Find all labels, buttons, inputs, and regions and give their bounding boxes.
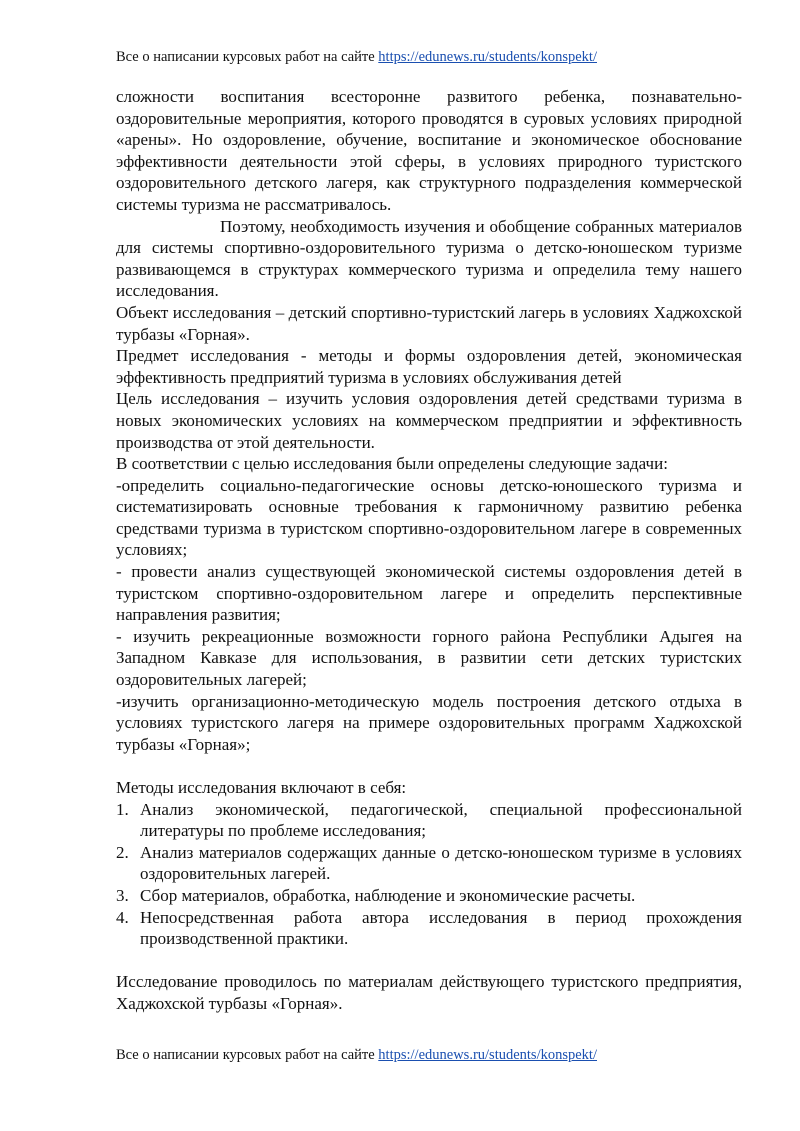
methods-list: [116, 799, 742, 950]
methods-item-number: 4.: [116, 907, 129, 927]
final-paragraph: Исследование проводилось по материалам действующего туристского предприятия, Хаджохской турбазы «Горная».: [116, 972, 742, 1013]
research-goal: Цель исследования – изучить условия оздоровления детей средствами туризма в новых экономических условиях на коммерческом предприятии и эффективность производства от этой деятельности.: [116, 389, 742, 452]
header-link[interactable]: https://edunews.ru/students/konspekt/: [378, 49, 597, 65]
research-object: Объект исследования – детский спортивно-туристский лагерь в условиях Хаджохской турбазы «Горная».: [116, 302, 742, 344]
header-text: Все о написании курсовых работ на сайте: [116, 49, 379, 65]
footer-link[interactable]: https://edunews.ru/students/konspekt/: [378, 1047, 597, 1063]
tasks-intro: В соответствии с целью исследования были определены следующие задачи:: [116, 454, 668, 474]
spacer: [116, 950, 742, 972]
page-footer: [116, 1046, 597, 1064]
page-header: [116, 48, 597, 66]
paragraph-1: сложности воспитания всесторонне развитого ребенка, познавательно-оздоровительные мероприятия, которого проводятся в суровых условиях природной «арены». Но оздоровление, обучение, воспитание и экономическое обоснование эффективности деятельности этой сферы, в условиях природного туристского оздоровительного детского лагеря, как структурного подразделения коммерческой системы туризма не рассматривалось.: [116, 87, 742, 214]
methods-item: [116, 885, 742, 907]
task-4: -изучить организационно-методическую модель построения детского отдыха в условиях туристского лагеря на примере оздоровительных программ Хаджохской турбазы «Горная»;: [116, 691, 742, 754]
methods-intro: Методы исследования включают в себя:: [116, 778, 407, 797]
task-3: - изучить рекреационные возможности горного района Республики Адыгея на Западном Кавказе для использования, в развитии сети детских туристских оздоровительных лагерей;: [116, 626, 742, 690]
methods-item-text: Анализ материалов содержащих данные о детско-юношеском туризме в условиях оздоровительных лагерей.: [140, 842, 742, 884]
methods-item-number: 2.: [116, 842, 129, 862]
methods-item: [116, 842, 742, 885]
methods-item-text: Непосредственная работа автора исследования в период прохождения производственной практики.: [140, 907, 742, 949]
research-subject: Предмет исследования - методы и формы оздоровления детей, экономическая эффективность предприятий туризма в условиях обслуживания детей: [116, 346, 742, 387]
methods-item-text: Анализ экономической, педагогической, специальной профессиональной литературы по проблеме исследования;: [140, 799, 742, 841]
methods-item-number: 1.: [116, 799, 129, 819]
task-2: - провести анализ существующей экономической системы оздоровления детей в туристском спортивно-оздоровительном лагере и определить перспективные направления развития;: [116, 562, 742, 625]
document-body: [116, 86, 742, 1015]
spacer: [116, 755, 742, 777]
footer-text: Все о написании курсовых работ на сайте: [116, 1047, 379, 1063]
methods-item: [116, 799, 742, 842]
methods-item-number: 3.: [116, 885, 129, 905]
paragraph-2: Поэтому, необходимость изучения и обобщение собранных материалов для системы спортивно-оздоровительного туризма о детско-юношеском туризме развивающемся в структурах коммерческого туризма и определила тему нашего исследования.: [116, 216, 742, 301]
methods-item-text: Сбор материалов, обработка, наблюдение и экономические расчеты.: [140, 885, 636, 905]
methods-item: [116, 907, 742, 950]
task-1: -определить социально-педагогические основы детско-юношеского туризма и систематизировать основные требования к гармоничному развитию ребенка средствами туризма в туристском спортивно-оздоровительном лагере в современных условиях;: [116, 475, 742, 560]
